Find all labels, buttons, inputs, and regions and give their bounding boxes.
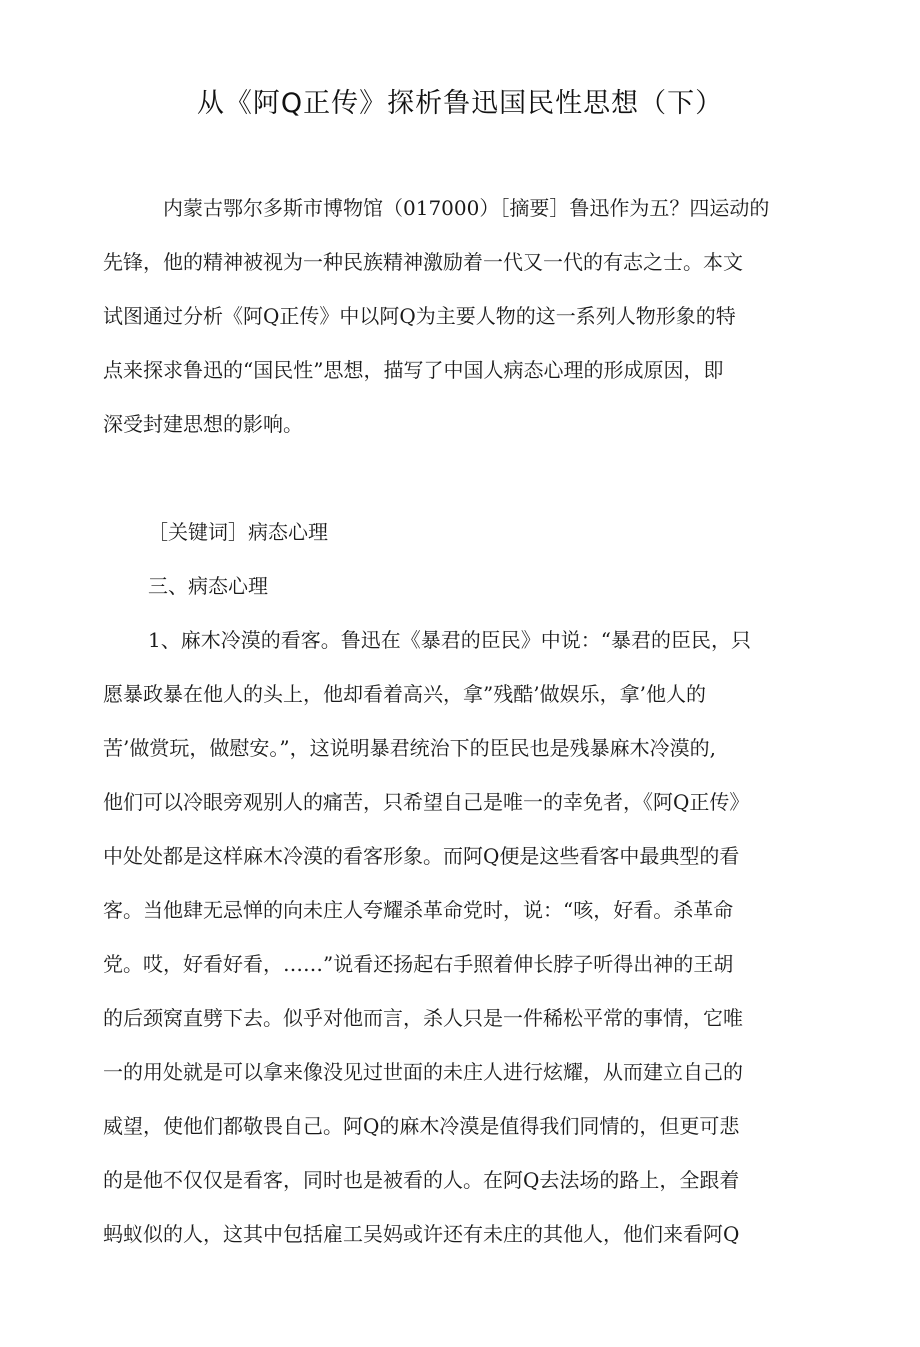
body-line: 的是他不仅仅是看客，同时也是被看的人。在阿Q去法场的路上，全跟着 <box>103 1168 740 1192</box>
abstract-line: 先锋，他的精神被视为一种民族精神激励着一代又一代的有志之士。本文 <box>103 250 743 274</box>
body-line: 1、麻木冷漠的看客。鲁迅在《暴君的臣民》中说：“暴君的臣民，只 <box>148 628 751 652</box>
section-heading: 三、病态心理 <box>148 574 268 598</box>
body-line: 一的用处就是可以拿来像没见过世面的未庄人进行炫耀，从而建立自己的 <box>103 1060 743 1084</box>
body-line: 的后颈窝直劈下去。似乎对他而言，杀人只是一件稀松平常的事情，它唯 <box>103 1006 743 1030</box>
document-title: 从《阿Q正传》探析鲁迅国民性思想（下） <box>196 88 724 119</box>
abstract-line: 点来探求鲁迅的“国民性”思想，描写了中国人病态心理的形成原因，即 <box>103 358 724 382</box>
keywords-line: ［关键词］病态心理 <box>148 520 328 544</box>
body-line: 中处处都是这样麻木冷漠的看客形象。而阿Q便是这些看客中最典型的看 <box>103 844 740 868</box>
body-line: 蚂蚁似的人，这其中包括雇工吴妈或许还有未庄的其他人，他们来看阿Q <box>103 1222 740 1246</box>
abstract-line: 试图通过分析《阿Q正传》中以阿Q为主要人物的这一系列人物形象的特 <box>103 304 736 328</box>
abstract-line: 内蒙古鄂尔多斯市博物馆（017000）［摘要］鲁迅作为五？四运动的 <box>163 196 770 220</box>
abstract-line: 深受封建思想的影响。 <box>103 412 303 436</box>
body-line: 愿暴政暴在他人的头上，他却看着高兴，拿”残酷’做娱乐，拿’他人的 <box>103 682 706 706</box>
body-line: 苦’做赏玩，做慰安。”，这说明暴君统治下的臣民也是残暴麻木冷漠的, <box>103 736 716 760</box>
body-line: 党。哎，好看好看，……”说看还扬起右手照着伸长脖子听得出神的王胡 <box>103 952 734 976</box>
body-line: 他们可以冷眼旁观别人的痛苦，只希望自己是唯一的幸免者，《阿Q正传》 <box>103 790 750 814</box>
body-line: 客。当他肆无忌惮的向未庄人夸耀杀革命党时，说：“咳，好看。杀革命 <box>103 898 734 922</box>
body-line: 威望，使他们都敬畏自己。阿Q的麻木冷漠是值得我们同情的，但更可悲 <box>103 1114 740 1138</box>
